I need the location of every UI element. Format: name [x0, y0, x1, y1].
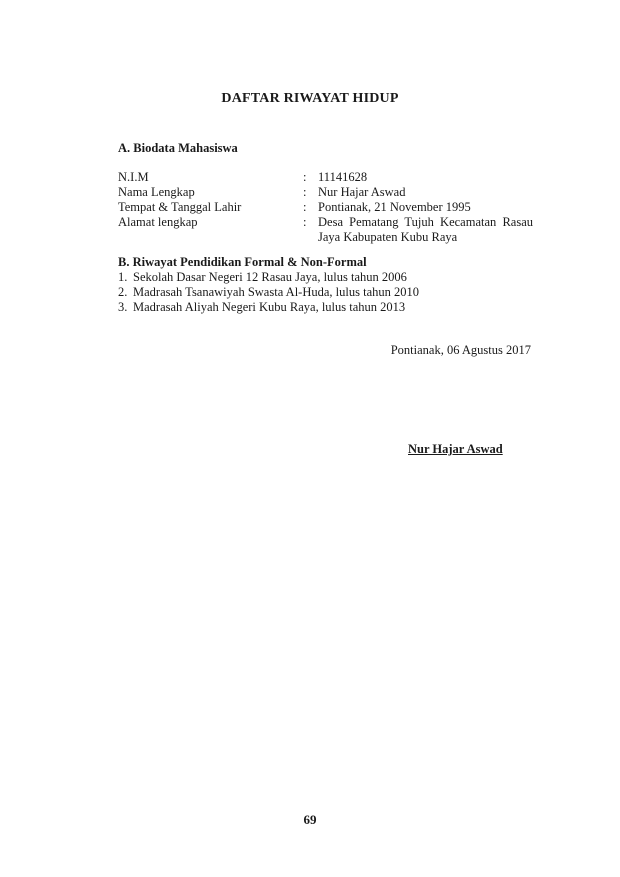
- list-item: [118, 300, 419, 315]
- list-item-text: Madrasah Tsanawiyah Swasta Al-Huda, lulus tahun 2010: [133, 285, 419, 299]
- list-item-text: Madrasah Aliyah Negeri Kubu Raya, lulus tahun 2013: [133, 300, 406, 314]
- biodata-row-address: [118, 215, 538, 245]
- education-list: [118, 270, 419, 315]
- biodata-row-name: [118, 185, 538, 200]
- list-item-number: 1.: [118, 270, 128, 284]
- biodata-colon: :: [303, 170, 307, 184]
- biodata-value: Desa Pematang Tujuh Kecamatan Rasau Jaya Kabupaten Kubu Raya: [318, 215, 533, 244]
- signer-name: Nur Hajar Aswad: [408, 442, 503, 456]
- biodata-label: Nama Lengkap: [118, 185, 195, 199]
- biodata-label: Alamat lengkap: [118, 215, 198, 229]
- biodata-colon: :: [303, 185, 307, 199]
- biodata-table: [118, 170, 538, 245]
- biodata-value: Pontianak, 21 November 1995: [318, 200, 471, 214]
- section-a-heading: A. Biodata Mahasiswa: [118, 141, 238, 155]
- list-item: [118, 270, 419, 285]
- biodata-row-nim: [118, 170, 538, 185]
- biodata-colon: :: [303, 215, 307, 229]
- biodata-value: Nur Hajar Aswad: [318, 185, 406, 199]
- document-title: DAFTAR RIWAYAT HIDUP: [221, 91, 399, 106]
- biodata-value: 11141628: [318, 170, 368, 184]
- list-item-number: 3.: [118, 300, 128, 314]
- list-item: [118, 285, 419, 300]
- biodata-label: N.I.M: [118, 170, 149, 184]
- page-number: 69: [303, 812, 317, 827]
- section-b-heading: B. Riwayat Pendidikan Formal & Non-Formal: [118, 255, 367, 269]
- biodata-row-birth: [118, 200, 538, 215]
- place-date: Pontianak, 06 Agustus 2017: [390, 343, 531, 357]
- list-item-number: 2.: [118, 285, 128, 299]
- biodata-label: Tempat & Tanggal Lahir: [118, 200, 242, 214]
- list-item-text: Sekolah Dasar Negeri 12 Rasau Jaya, lulus tahun 2006: [133, 270, 407, 284]
- biodata-colon: :: [303, 200, 307, 214]
